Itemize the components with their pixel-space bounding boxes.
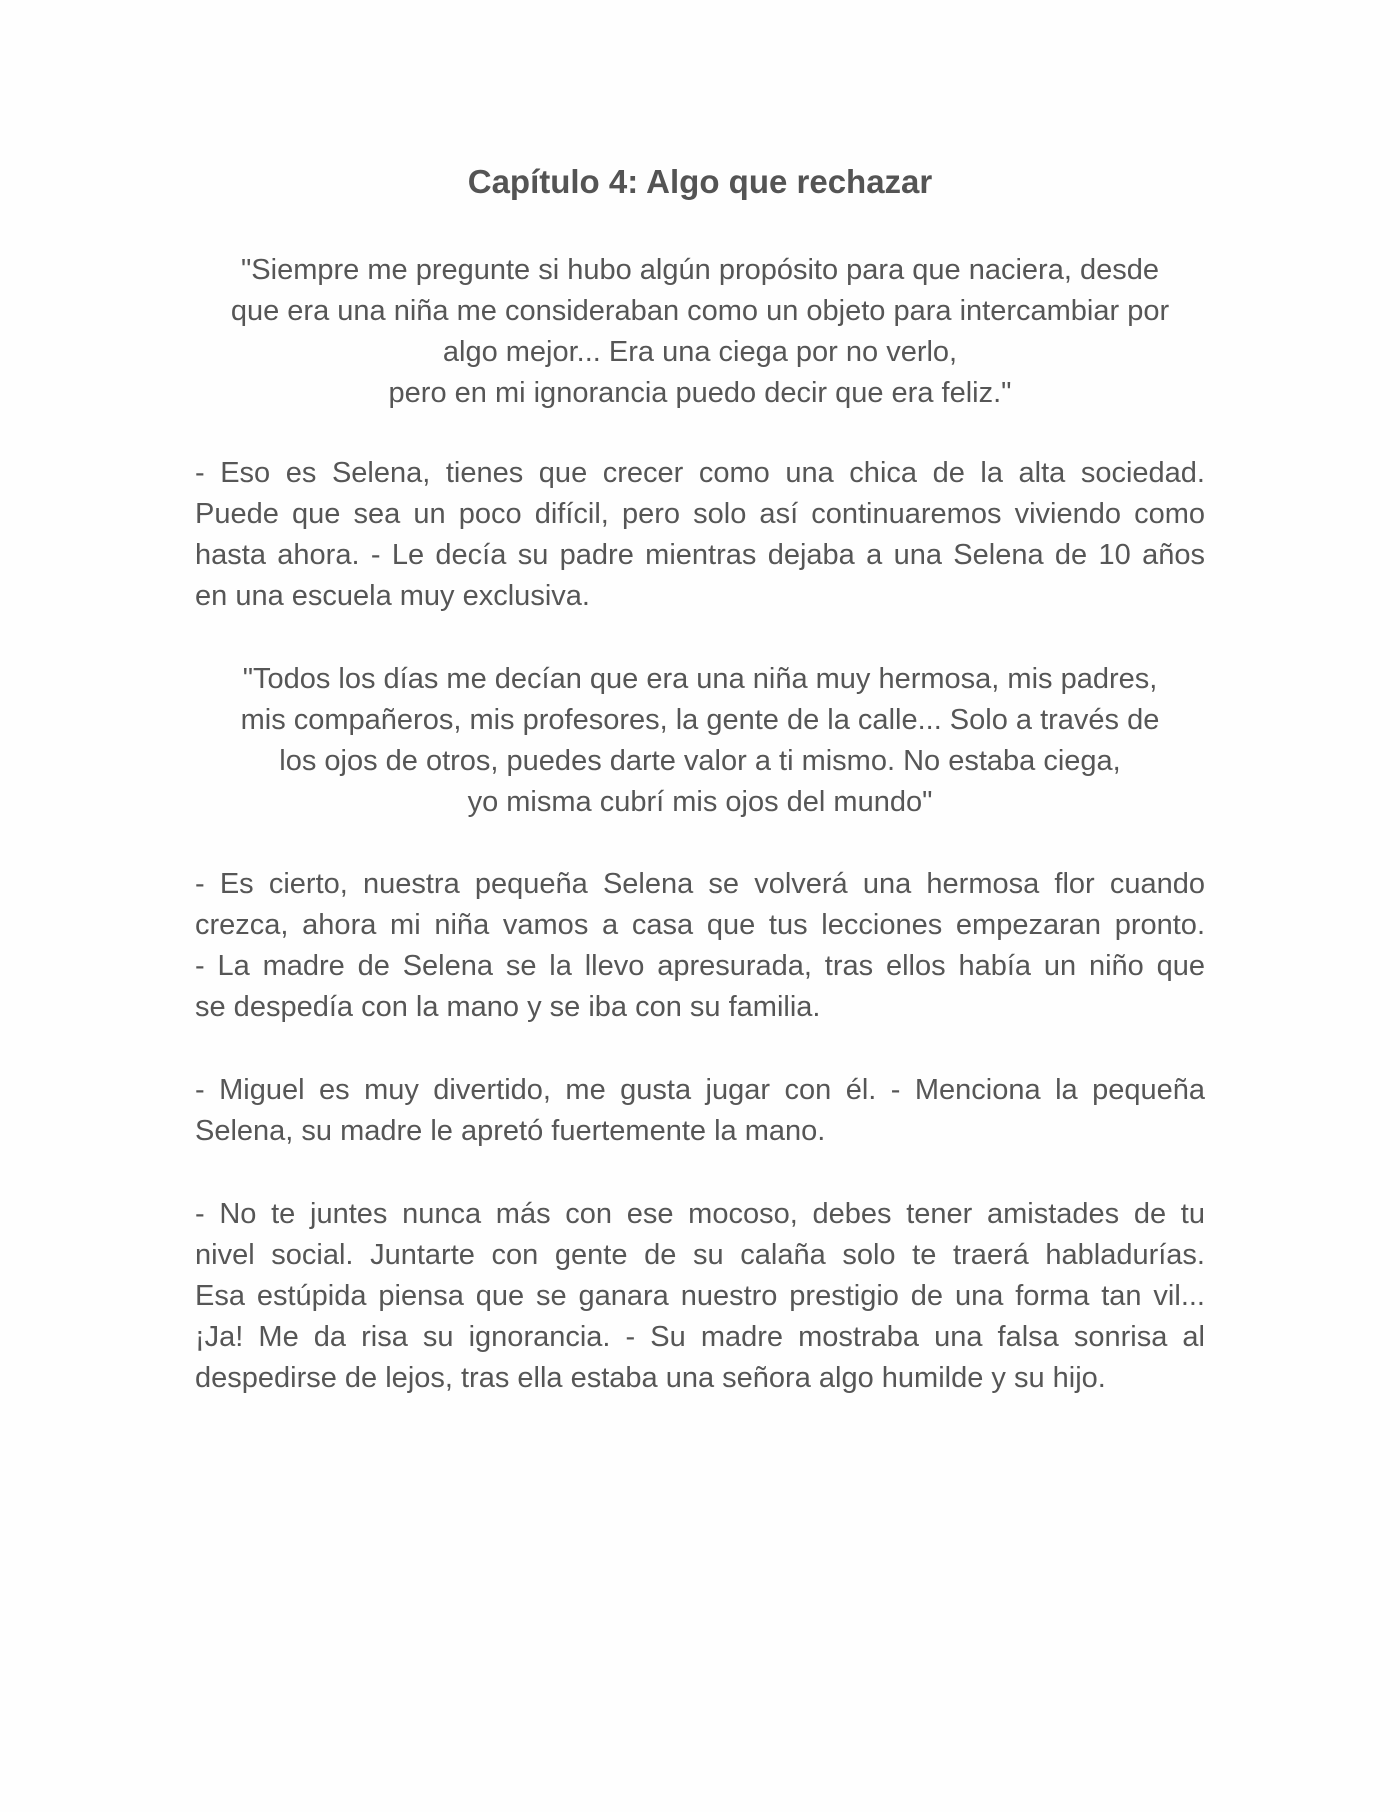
paragraph-line: - La madre de Selena se la llevo apresurada, tras ellos había un niño que — [195, 950, 1205, 982]
paragraph-line: - Es cierto, nuestra pequeña Selena se volverá una hermosa flor cuando — [195, 868, 1205, 900]
chapter-title: Capítulo 4: Algo que rechazar — [467, 163, 933, 200]
paragraph-line: Selena, su madre le apretó fuertemente la mano. — [195, 1115, 826, 1147]
paragraph-mother-dialogue — [195, 864, 1205, 1028]
paragraph-line: - Eso es Selena, tienes que crecer como una chica de la alta sociedad. — [195, 457, 1205, 489]
paragraph-line: Esa estúpida piensa que se ganara nuestro prestigio de una forma tan vil... — [195, 1280, 1205, 1312]
opening-quote — [195, 250, 1205, 414]
paragraph-line: nivel social. Juntarte con gente de su calaña solo te traerá habladurías. — [195, 1239, 1205, 1271]
quote-line: los ojos de otros, puedes darte valor a ti mismo. No estaba ciega, — [279, 745, 1121, 777]
quote-line: "Siempre me pregunte si hubo algún propósito para que naciera, desde — [241, 254, 1159, 286]
paragraph-line: despedirse de lejos, tras ella estaba una señora algo humilde y su hijo. — [195, 1362, 1106, 1394]
quote-line: yo misma cubrí mis ojos del mundo" — [467, 786, 933, 818]
paragraph-line: ¡Ja! Me da risa su ignorancia. - Su madre mostraba una falsa sonrisa al — [195, 1321, 1205, 1353]
paragraph-miguel — [195, 1070, 1205, 1152]
paragraph-line: crezca, ahora mi niña vamos a casa que tus lecciones empezaran pronto. — [195, 909, 1205, 941]
quote-line: "Todos los días me decían que era una niña muy hermosa, mis padres, — [242, 663, 1158, 695]
quote-line: pero en mi ignorancia puedo decir que era feliz." — [388, 377, 1012, 409]
paragraph-line: se despedía con la mano y se iba con su familia. — [195, 991, 821, 1023]
quote-line: algo mejor... Era una ciega por no verlo, — [442, 336, 958, 368]
paragraph-line: hasta ahora. - Le decía su padre mientras dejaba a una Selena de 10 años — [195, 539, 1205, 571]
quote-line: mis compañeros, mis profesores, la gente de la calle... Solo a través de — [240, 704, 1160, 736]
second-quote — [195, 659, 1205, 823]
paragraph-mother-warning — [195, 1194, 1205, 1399]
quote-line: que era una niña me consideraban como un objeto para intercambiar por — [230, 295, 1170, 327]
paragraph-line: - No te juntes nunca más con ese mocoso, debes tener amistades de tu — [195, 1198, 1205, 1230]
paragraph-father-dialogue — [195, 453, 1205, 617]
paragraph-line: en una escuela muy exclusiva. — [195, 580, 590, 612]
paragraph-line: Puede que sea un poco difícil, pero solo así continuaremos viviendo como — [195, 498, 1205, 530]
paragraph-line: - Miguel es muy divertido, me gusta jugar con él. - Menciona la pequeña — [195, 1074, 1205, 1106]
